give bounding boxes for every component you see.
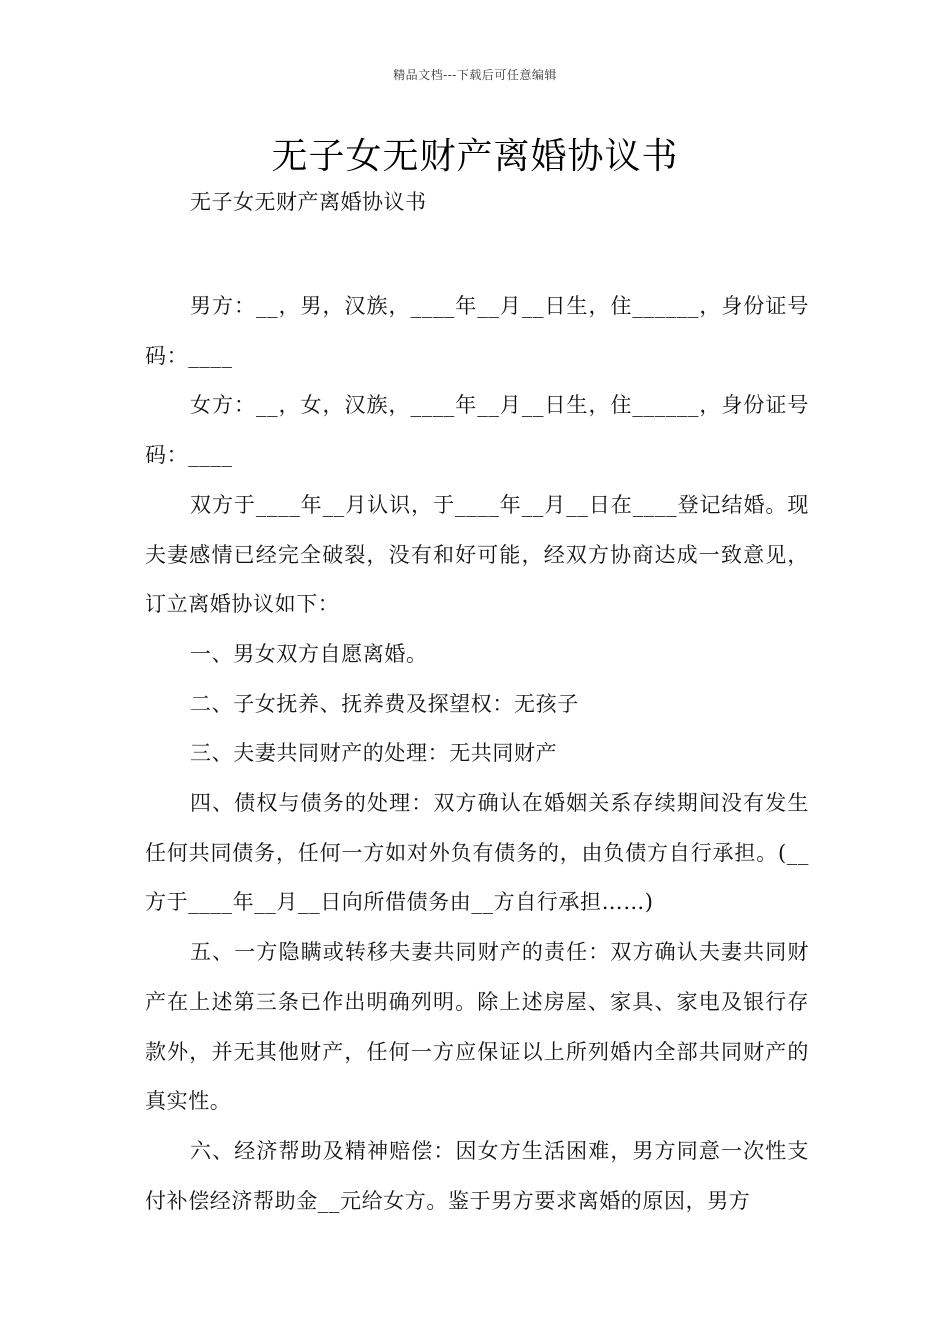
document-title: 无子女无财产离婚协议书 [271, 136, 679, 177]
paragraph-clause-3: 三、夫妻共同财产的处理：无共同财产 [190, 741, 558, 766]
paragraph-clause-5: 五、一方隐瞒或转移夫妻共同财产的责任：双方确认夫妻共同财产在上述第三条已作出明确列明。除上述房屋、家具、家电及银行存款外，并无其他财产，任何一方应保证以上所列婚内全部共同财产的真实性。 [145, 940, 809, 1114]
paragraph-female-party: 女方：__，女，汉族，____年__月__日生，住______，身份证号码：____ [145, 393, 809, 468]
paragraph-marriage-background: 双方于____年__月认识，于____年__月__日在____登记结婚。现夫妻感情已经完全破裂，没有和好可能，经双方协商达成一致意见，订立离婚协议如下： [145, 492, 809, 617]
paragraph-clause-6: 六、经济帮助及精神赔偿：因女方生活困难，男方同意一次性支付补偿经济帮助金__元给女方。鉴于男方要求离婚的原因，男方 [145, 1138, 809, 1213]
document-subtitle: 无子女无财产离婚协议书 [190, 190, 427, 214]
paragraph-clause-2: 二、子女抚养、抚养费及探望权：无孩子 [190, 691, 579, 716]
paragraph-clause-4: 四、债权与债务的处理：双方确认在婚姻关系存续期间没有发生任何共同债务，任何一方如对外负有债务的，由负债方自行承担。(__方于____年__月__日向所借债务由__方自行承担……) [145, 791, 809, 915]
document-body [145, 282, 809, 1226]
paragraph-male-party: 男方：__，男，汉族，____年__月__日生，住______，身份证号码：____ [145, 294, 809, 368]
header-note: 精品文档---下载后可任意编辑 [393, 68, 557, 82]
paragraph-clause-1: 一、男女双方自愿离婚。 [190, 641, 428, 666]
